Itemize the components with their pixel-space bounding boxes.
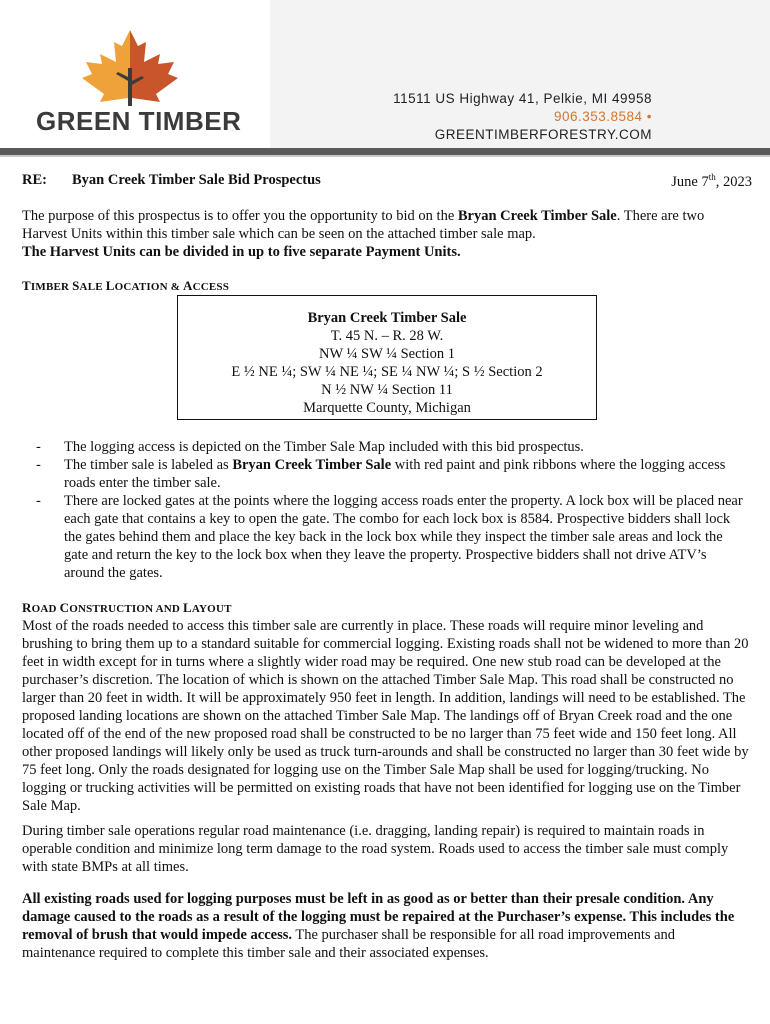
road-paragraph-1: Most of the roads needed to access this timber sale are currently in place. These roads will require minor leveling and brushing to bring them up to a standard suitable for commercial logging. Existing roads shall not be widened to more than 20 feet in width except for in turns where a slightly wider road may be required. One new stub road can be developed at the purchaser’s discretion. The location of which is shown on the attached Timber Sale Map. This road shall be constructed no larger than 20 feet in width. It will be approximately 950 feet in length. In addition, landings will need to be established. The proposed landing locations are shown on the attached Timber Sale Map. The landings off of Bryan Creek road and the one located off of the end of the new proposed road shall be constructed to be no larger than 75 feet wide and 150 feet long. All other proposed landings will likely only be used as truck turn-arounds and shall be constructed no larger than 30 feet wide by 75 feet long. Only the roads designated for logging use on the Timber Sale Map shall be used for logging/trucking. No logging or trucking activities will be permitted on existing roads that have not been identified for logging use on the Timber Sale Map. <box>22 618 749 814</box>
location-line: E ½ NE ¼; SW ¼ NE ¼; SE ¼ NW ¼; S ½ Section 2 <box>231 364 543 380</box>
location-line: Marquette County, Michigan <box>303 400 471 416</box>
access-bullet: - The logging access is depicted on the Timber Sale Map included with this bid prospectus. <box>36 439 584 455</box>
header-divider <box>0 148 770 155</box>
section-heading-road: ROAD CONSTRUCTION AND LAYOUT <box>22 600 232 615</box>
intro-bold-line: The Harvest Units can be divided in up to five separate Payment Units. <box>22 244 461 260</box>
company-phone: 906.353.8584 • <box>553 109 652 124</box>
location-line: T. 45 N. – R. 28 W. <box>330 328 444 344</box>
location-box-title: Bryan Creek Timber Sale <box>307 310 467 326</box>
re-label: RE: <box>22 172 47 188</box>
letter-date: June 7th, 2023 <box>671 172 752 190</box>
company-website[interactable]: GREENTIMBERFORESTRY.COM <box>434 127 652 142</box>
company-name: GREEN TIMBER <box>36 106 242 136</box>
location-line: N ½ NW ¼ Section 11 <box>321 382 453 398</box>
leaf-left-half <box>82 30 130 102</box>
road-paragraph-2: During timber sale operations regular road maintenance (i.e. dragging, landing repair) is required to maintain roads in operable condition and minimize long term damage to the road system. Roads used to access the timber sale must comply with state BMPs at all times. <box>22 823 729 875</box>
company-address: 11511 US Highway 41, Pelkie, MI 49958 <box>393 91 652 106</box>
location-box <box>177 295 597 420</box>
section-heading-location: TIMBER SALE LOCATION & ACCESS <box>22 278 230 293</box>
header-divider-thin <box>0 155 770 157</box>
access-bullet: - There are locked gates at the points where the logging access roads enter the property. A lock box will be placed near each gate that contains a key to open the gate. The combo for each lock box is 8584. Prospective bidders shall lock the gates behind them and place the key back in the lock box while they inspect the timber sale areas and lock the gate and return the key to the lock box when they leave the property. Prospective bidders shall not drive ATV’s around the gates. <box>36 493 743 581</box>
leaf-right-half <box>130 30 178 102</box>
intro-paragraph: The purpose of this prospectus is to offer you the opportunity to bid on the Bryan Creek Timber Sale. There are two Harvest Units within this timber sale which can be seen on the attached timber sale map. The Harvest Units can be divided in up to five separate Payment Units. <box>22 208 705 260</box>
access-bullet: - The timber sale is labeled as Bryan Creek Timber Sale with red paint and pink ribbons where the logging access roads enter the timber sale. <box>36 457 726 491</box>
leaf-stem <box>128 68 132 106</box>
road-paragraph-3: All existing roads used for logging purposes must be left in as good as or better than their presale condition. Any damage caused to the roads as a result of the logging must be repaired at the Purchaser’s expense. This includes the removal of brush that would impede access. The purchaser shall be responsible for all road improvements and maintenance required to complete this timber sale and their associated expenses. <box>22 891 735 961</box>
re-subject: Byan Creek Timber Sale Bid Prospectus <box>72 172 321 188</box>
header-panel <box>270 0 770 148</box>
location-line: NW ¼ SW ¼ Section 1 <box>318 346 455 362</box>
